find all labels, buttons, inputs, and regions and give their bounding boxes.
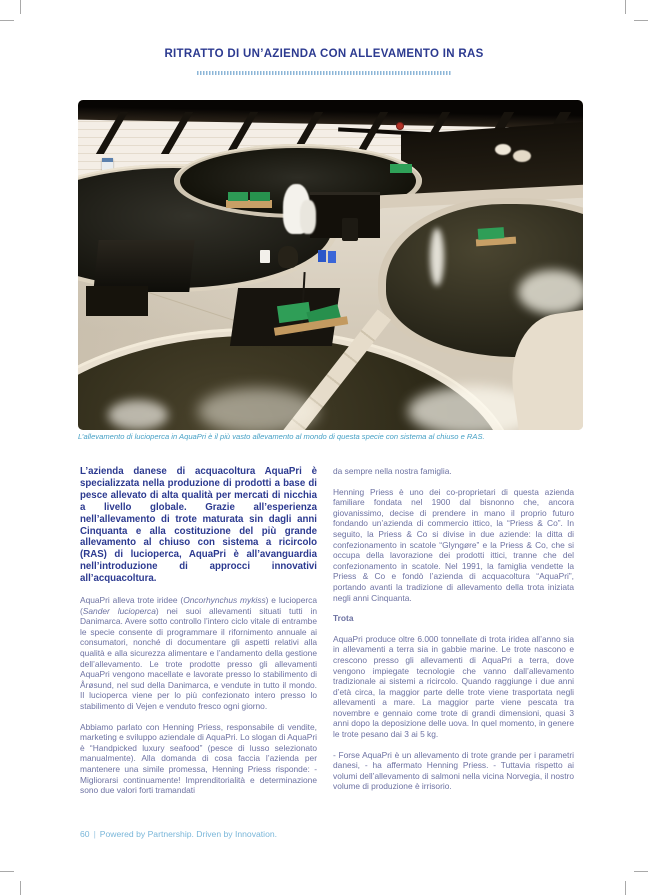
body-text: AquaPri alleva trote iridee ( bbox=[80, 595, 184, 606]
photo-fire-hose-reel bbox=[396, 122, 404, 130]
photo-green-crate bbox=[250, 192, 270, 201]
body-paragraph: Abbiamo parlato con Henning Priess, responsabile di vendite, marketing e sviluppo aziendale di AquaPri. Lo slogan di AquaPri è “Handpicked luxury seafood” (pesce di lusso selezionato manualmente). Alla domanda di cosa faccia l’azienda per mantenere una simile promessa, Henning Priess risponde: - Migliorarsi continuamente! Imprenditorialità e determinazione sono due valori forti tramandati bbox=[80, 721, 317, 796]
intro-paragraph: L’azienda danese di acquacoltura AquaPri è specializzata nella produzione di prodotti a base di pesce allevato di alta qualità per mercati di nicchia a livello globale. Grazie all’esperienza nell’allevamento di trote maturata sin dagli anni Cinquanta e alla costituzione del più grande allevamento al chiuso con sistema a ricircolo (RAS) di lucioperca, AquaPri è all’avanguardia nell’introduzione di approcci innovativi all’acquacoltura. bbox=[80, 466, 317, 585]
crop-mark bbox=[634, 20, 648, 21]
crop-mark bbox=[634, 871, 648, 872]
photo-round-container bbox=[278, 246, 298, 268]
photo-light-reflection bbox=[198, 388, 318, 430]
body-paragraph: - Forse AquaPri è un allevamento di trote grande per i parametri danesi, - ha affermato Henning Priess. - Tuttavia rispetto ai volumi dell’allevamento di salmoni nella vicina Norvegia, il nostro volume di produzione è irrisorio. bbox=[333, 749, 574, 792]
page-footer bbox=[80, 829, 277, 839]
body-paragraph: Henning Priess è uno dei co-proprietari di questa azienda familiare fondata nel 1900 dal bisnonno che, ancora giovanissimo, decise di prendere in mano il proprio futuro fondando un’azienda di commercio ittico, la “Priess & Co”. In seguito, la Priess & Co si divise in due aziende: la ditta di confezionamento in scatole “Glyngøre” e la Priess & Co, che si occupa della lavorazione dei prodotti ittici, tranne che del confezionamento in scatole. Nel 1991, la famiglia vendette la Priess & Co e fondò l’azienda di acquacoltura “AquaPri”, portando avanti la tradizione di allevamento della trota iniziata negli anni Cinquanta. bbox=[333, 486, 574, 603]
crop-mark bbox=[0, 871, 14, 872]
photo-white-bucket bbox=[260, 250, 270, 263]
photo-light-reflection bbox=[108, 400, 168, 430]
footer-separator: | bbox=[93, 829, 96, 839]
section-heading-trota: Trota bbox=[333, 613, 354, 624]
photo-black-box bbox=[93, 240, 194, 292]
crop-mark bbox=[20, 881, 21, 895]
photo-green-crate bbox=[390, 164, 412, 173]
body-paragraph bbox=[80, 595, 317, 712]
photo-blue-jerrycan bbox=[318, 250, 326, 262]
photo-metal-dome bbox=[513, 150, 531, 162]
left-column bbox=[80, 466, 317, 806]
photo-hanging-plastic bbox=[300, 200, 316, 234]
barcode-divider bbox=[197, 71, 451, 75]
species-latin-name: Sander lucioperca bbox=[82, 605, 156, 616]
crop-mark bbox=[20, 0, 21, 14]
crop-mark bbox=[625, 881, 626, 895]
body-text: ) e lucioperca ( bbox=[80, 595, 318, 616]
body-text: ) nei suoi allevamenti situati tutti in Danimarca. Avere sotto controllo l’intero ciclo vitale di entrambe le specie consente di programmare il rifornimento annuale ai consumatori, nonché di documentare gli aspetti relativi alla qualità e alla sicurezza alimentare e l’andamento della gestione dell’allevamento. Le trote prodotte presso gli allevamenti AquaPri vengono macellate e lavorate presso lo stabilimento di Årøsund, nel sud della Danimarca, e vendute in tutto il mondo. Il lucioperca viene per lo più confezionato intero presso lo stabilimento di Vejen e venduto fresco ogni giorno. bbox=[80, 605, 317, 711]
article-title: RITRATTO DI UN’AZIENDA CON ALLEVAMENTO IN RAS bbox=[164, 48, 484, 60]
photo-green-crate bbox=[478, 227, 505, 240]
ras-facility-photo bbox=[78, 100, 583, 430]
crop-mark bbox=[625, 0, 626, 14]
photo-green-crate bbox=[228, 192, 248, 201]
right-column bbox=[333, 466, 574, 802]
photo-metal-dome bbox=[495, 144, 511, 155]
photo-light-reflection bbox=[430, 228, 444, 286]
species-latin-name: Oncorhynchus mykiss bbox=[183, 595, 266, 606]
page-number: 60 bbox=[80, 829, 90, 839]
body-paragraph: da sempre nella nostra famiglia. bbox=[333, 466, 452, 476]
photo-bin bbox=[342, 218, 358, 241]
photo-blue-jerrycan bbox=[328, 251, 336, 263]
footer-tagline: Powered by Partnership. Driven by Innovation. bbox=[99, 829, 278, 839]
photo-caption: L’allevamento di lucioperca in AquaPri è il più vasto allevamento al mondo di questa specie con sistema al chiuso e RAS. bbox=[78, 432, 485, 441]
photo-light-reflection bbox=[518, 270, 583, 314]
crop-mark bbox=[0, 20, 14, 21]
photo-black-box bbox=[86, 286, 148, 316]
body-paragraph: AquaPri produce oltre 6.000 tonnellate di trota iridea all’anno sia in allevamenti a terra sia in gabbie marine. Le trote nascono e crescono presso gli allevamenti di AquaPri a terra, dove vengono impiegate tecnologie che vanno dall’allevamento tradizionale ai sistemi a ricircolo. Quando raggiunge i due anni d’età circa, la maggior parte delle trote viene trasportata negli allevamenti a mare. La maggior parte viene pescata tra novembre e gennaio come trote di grandi dimensioni, quasi 3 anni dopo la deposizione delle uova. In quel momento, in genere le trote pesano dai 3 ai 5 kg. bbox=[333, 633, 574, 740]
photo-wood-pallet bbox=[226, 200, 272, 208]
